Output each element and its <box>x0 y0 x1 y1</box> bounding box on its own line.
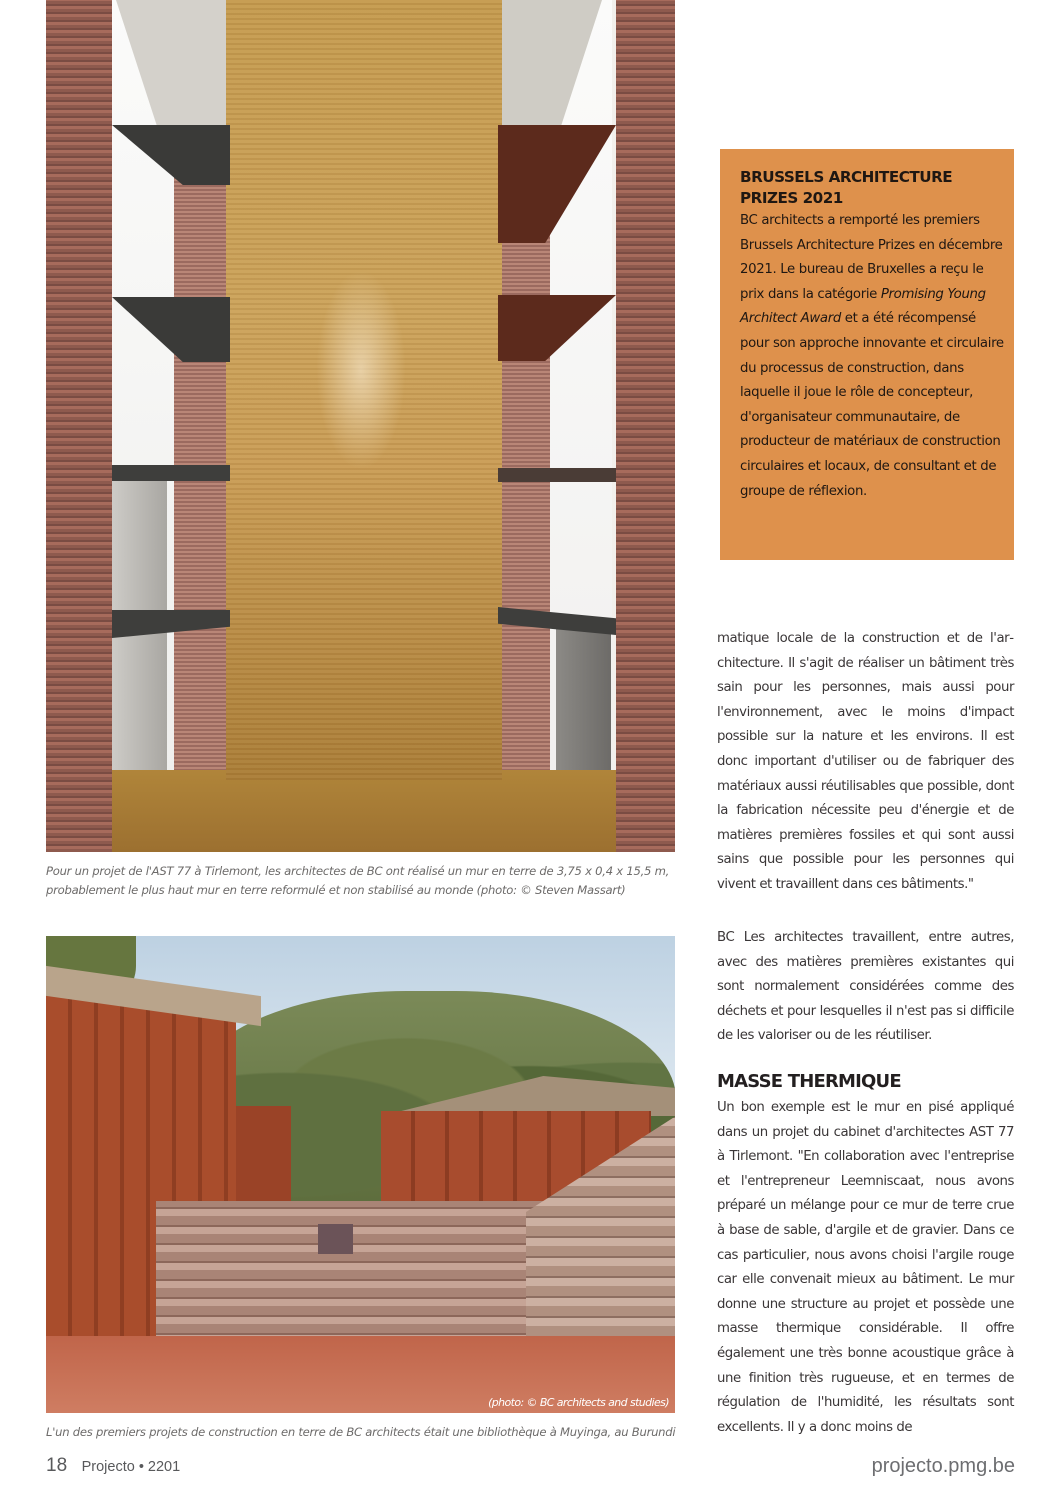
prize-infobox <box>720 149 1014 560</box>
steel-shelf-left-3 <box>112 465 230 481</box>
infobox-text-before: BC architects a remporté les premiers Brussels Architecture Prizes en décembre 2021. Le bureau de Bruxelles a reçu le prix dans la catégorie <box>740 213 1003 302</box>
photo-caption-1: Pour un projet de l'AST 77 à Tirlemont, les architectes de BC ont réalisé un mur en terre de 3,75 x 0,4 x 15,5 m, probablement le plus haut mur en terre reformulé et non stabilisé au monde (photo: © Steven Massart) <box>46 864 670 897</box>
photo-credit: (photo: © BC architects and studies) <box>488 1396 669 1409</box>
footer-left <box>46 1455 180 1477</box>
concrete-pillar-left <box>112 480 167 820</box>
plaque <box>318 1224 353 1254</box>
infobox-title-line1: BRUSSELS ARCHITECTURE <box>740 168 953 186</box>
website-link[interactable]: projecto.pmg.be <box>871 1455 1015 1477</box>
brick-wall-right <box>616 0 675 852</box>
section-heading: MASSE THERMIQUE <box>717 1071 901 1092</box>
page-number: 18 <box>46 1455 68 1476</box>
photo-caption-2: L'un des premiers projets de construction en terre de BC architects était une bibliothèque à Muyinga, au Burundi <box>46 1425 676 1439</box>
infobox-text <box>740 209 1004 504</box>
photo-rammed-earth-wall <box>46 0 675 852</box>
infobox-text-after: et a été récompensé pour son approche innovante et circulaire du processus de construction, dans laquelle il joue le rôle de concepteur, d'organisateur communautaire, de producteur de matériaux de construction circulaires et locaux, de consultant et de groupe de réflexion. <box>740 311 1004 499</box>
infobox-title-line2: PRIZES 2021 <box>740 189 843 207</box>
steel-shelf-right-3 <box>498 468 616 482</box>
article-paragraph-1: matique locale de la construction et de l'architecture. Il s'agit de réaliser un bâtiment très sain pour les personnes, mais aussi pour l'environnement, avec le moins d'impact possible sur la nature et les environs. Il est donc important d'utiliser ou de fabriquer des matériaux aussi réutilisables que possible, dont la fabrication nécessite peu d'énergie et de matières premières fossiles et qui sont aussi sains que possible pour les personnes qui vivent et travaillent dans ces bâtiments." <box>717 631 1014 892</box>
photo-library-muyinga <box>46 936 675 1413</box>
magazine-issue: Projecto • 2201 <box>81 1459 181 1475</box>
earth-floor <box>106 770 616 852</box>
infobox-award-name: Promising Young Architect Award <box>740 286 986 327</box>
article-paragraph-3: Un bon exemple est le mur en pisé appliqué dans un projet du cabinet d'architectes AST 77 à Tirlemont. "En collaboration avec l'entreprise et l'entrepreneur Leemniscaat, nous avons préparé un mélange pour ce mur de terre crue à base de sable, d'argile et de gravier. Dans ce cas particulier, nous avons choisi l'argile rouge car elle convenait mieux au bâtiment. Le mur donne une structure au projet et possède une masse thermique considérable. Il offre également une très bonne acoustique grâce à une finition très rugueuse, et en termes de régulation de l'humidité, les résultats sont excellents. Il y a donc moins de <box>717 1100 1014 1435</box>
brick-wall-left <box>46 0 112 852</box>
infobox-title <box>740 167 1004 209</box>
article-paragraph-2: BC Les architectes travaillent, entre autres, avec des matières premières existantes qui sont normalement considérées comme des déchets et pour lesquelles il n'est pas si difficile de les valoriser ou de les réutiliser. <box>717 930 1014 1044</box>
light-reflection <box>316 270 406 470</box>
